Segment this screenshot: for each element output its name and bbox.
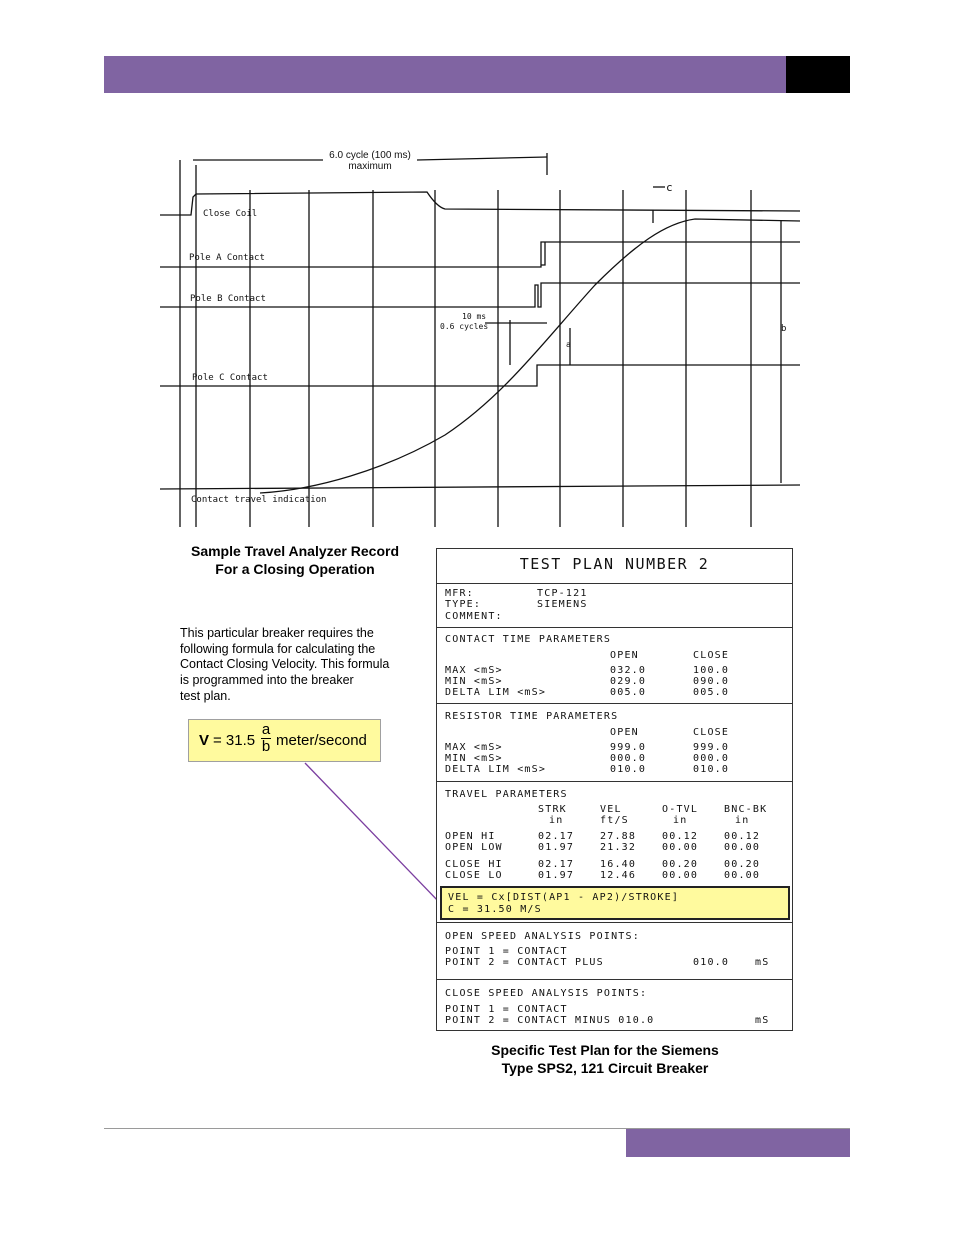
b-label: b <box>781 324 787 334</box>
point-line: POINT 2 = CONTACT MINUS 010.0 <box>445 1015 655 1026</box>
paragraph-line: is programmed into the breaker <box>180 673 354 688</box>
pole-a-label: Pole A Contact <box>189 253 265 263</box>
cell: 01.97 <box>538 870 575 881</box>
section-heading: RESISTOR TIME PARAMETERS <box>445 711 619 722</box>
col-open: OPEN <box>610 727 639 738</box>
row-label: MAX <mS> <box>445 742 503 753</box>
col-otvl: O-TVL <box>662 804 699 815</box>
col-vel: VEL <box>600 804 622 815</box>
cell: 00.00 <box>662 842 699 853</box>
col-close: CLOSE <box>693 727 730 738</box>
cell: 27.88 <box>600 831 637 842</box>
cell: 02.17 <box>538 859 575 870</box>
row-label: OPEN HI <box>445 831 496 842</box>
figure-caption-left <box>160 542 430 578</box>
gap-label-2: 0.6 cycles <box>440 322 489 331</box>
type-label: TYPE: <box>445 599 482 610</box>
velocity-formula-highlight <box>440 886 790 920</box>
formula-fraction <box>261 722 271 755</box>
test-plan-panel <box>436 548 793 1031</box>
row-open: 999.0 <box>610 742 647 753</box>
row-close: 005.0 <box>693 687 730 698</box>
figure-caption-right <box>440 1041 770 1077</box>
row-open: 029.0 <box>610 676 647 687</box>
formula-constant: = 31.5 <box>213 732 256 749</box>
formula-v: V <box>199 732 210 749</box>
header-page-box <box>786 56 850 93</box>
travel-analyzer-record <box>155 145 805 530</box>
vel-constant-line: C = 31.50 M/S <box>448 904 542 915</box>
vel-formula-line: VEL = Cx[DIST(AP1 - AP2)/STROKE] <box>448 892 680 903</box>
paragraph-line: This particular breaker requires the <box>180 626 374 640</box>
pole-c-label: Pole C Contact <box>192 373 268 383</box>
gap-label-1: 10 ms <box>462 312 487 321</box>
paragraph-line: Contact Closing Velocity. This formula <box>180 657 390 672</box>
caption-line: Specific Test Plan for the Siemens <box>491 1042 719 1058</box>
top-label-2: maximum <box>348 161 392 172</box>
footer-bar <box>626 1129 850 1157</box>
row-label: CLOSE LO <box>445 870 503 881</box>
travel-label: Contact travel indication <box>191 495 327 505</box>
cell: 00.00 <box>724 870 761 881</box>
section-heading: CONTACT TIME PARAMETERS <box>445 634 612 645</box>
unit-vel: ft/S <box>600 815 629 826</box>
cell: 12.46 <box>600 870 637 881</box>
comment-label: COMMENT: <box>445 611 503 622</box>
row-label: OPEN LOW <box>445 842 503 853</box>
row-label: DELTA LIM <mS> <box>445 687 547 698</box>
paragraph-line: test plan. <box>180 688 231 703</box>
cell: 02.17 <box>538 831 575 842</box>
formula-numerator: a <box>261 721 271 738</box>
col-open: OPEN <box>610 650 639 661</box>
point-unit: mS <box>755 957 770 968</box>
formula-unit: meter/second <box>276 732 367 749</box>
a-label: a <box>566 340 571 349</box>
type-value: SIEMENS <box>537 599 588 610</box>
row-label: MAX <mS> <box>445 665 503 676</box>
c-label: c <box>666 181 673 194</box>
cell: 01.97 <box>538 842 575 853</box>
col-close: CLOSE <box>693 650 730 661</box>
row-label: MIN <mS> <box>445 676 503 687</box>
cell: 00.20 <box>724 859 761 870</box>
row-close: 010.0 <box>693 764 730 775</box>
row-open: 000.0 <box>610 753 647 764</box>
paragraph-line: following formula for calculating the <box>180 641 376 656</box>
resistor-time-section <box>437 703 792 781</box>
cell: 00.12 <box>662 831 699 842</box>
row-close: 100.0 <box>693 665 730 676</box>
unit-bncbk: in <box>735 815 750 826</box>
open-speed-section <box>437 922 792 979</box>
row-open: 010.0 <box>610 764 647 775</box>
close-speed-section <box>437 979 792 1029</box>
formula-description <box>180 626 405 705</box>
section-heading: CLOSE SPEED ANALYSIS POINTS: <box>445 988 648 999</box>
point-line: POINT 1 = CONTACT <box>445 946 568 957</box>
row-label: CLOSE HI <box>445 859 503 870</box>
row-open: 005.0 <box>610 687 647 698</box>
point-line: POINT 1 = CONTACT <box>445 1004 568 1015</box>
cell: 21.32 <box>600 842 637 853</box>
plan-title: TEST PLAN NUMBER 2 <box>519 555 710 573</box>
close-coil-label: Close Coil <box>203 209 258 219</box>
row-label: DELTA LIM <mS> <box>445 764 547 775</box>
point-line: POINT 2 = CONTACT PLUS <box>445 957 604 968</box>
unit-otvl: in <box>673 815 688 826</box>
velocity-formula <box>188 719 381 762</box>
cell: 00.20 <box>662 859 699 870</box>
row-close: 000.0 <box>693 753 730 764</box>
header-bar <box>104 56 786 93</box>
cell: 00.12 <box>724 831 761 842</box>
section-heading: TRAVEL PARAMETERS <box>445 789 568 800</box>
row-close: 090.0 <box>693 676 730 687</box>
contact-time-section <box>437 627 792 703</box>
caption-line: Sample Travel Analyzer Record <box>190 543 400 559</box>
mfr-label: MFR: <box>445 588 474 599</box>
row-close: 999.0 <box>693 742 730 753</box>
section-heading: OPEN SPEED ANALYSIS POINTS: <box>445 931 640 942</box>
caption-line: Type SPS2, 121 Circuit Breaker <box>501 1060 709 1076</box>
row-label: MIN <mS> <box>445 753 503 764</box>
row-open: 032.0 <box>610 665 647 676</box>
col-bncbk: BNC-BK <box>724 804 768 815</box>
caption-line: For a Closing Operation <box>215 561 375 577</box>
mfr-value: TCP-121 <box>537 588 588 599</box>
col-strk: STRK <box>538 804 567 815</box>
unit-strk: in <box>549 815 564 826</box>
cell: 16.40 <box>600 859 637 870</box>
pole-b-label: Pole B Contact <box>190 294 266 304</box>
formula-denominator: b <box>261 738 271 755</box>
manufacturer-section <box>437 583 792 627</box>
top-label-1: 6.0 cycle (100 ms) <box>329 150 411 161</box>
point-value: 010.0 <box>693 957 730 968</box>
cell: 00.00 <box>724 842 761 853</box>
cell: 00.00 <box>662 870 699 881</box>
point-unit: mS <box>755 1015 770 1026</box>
